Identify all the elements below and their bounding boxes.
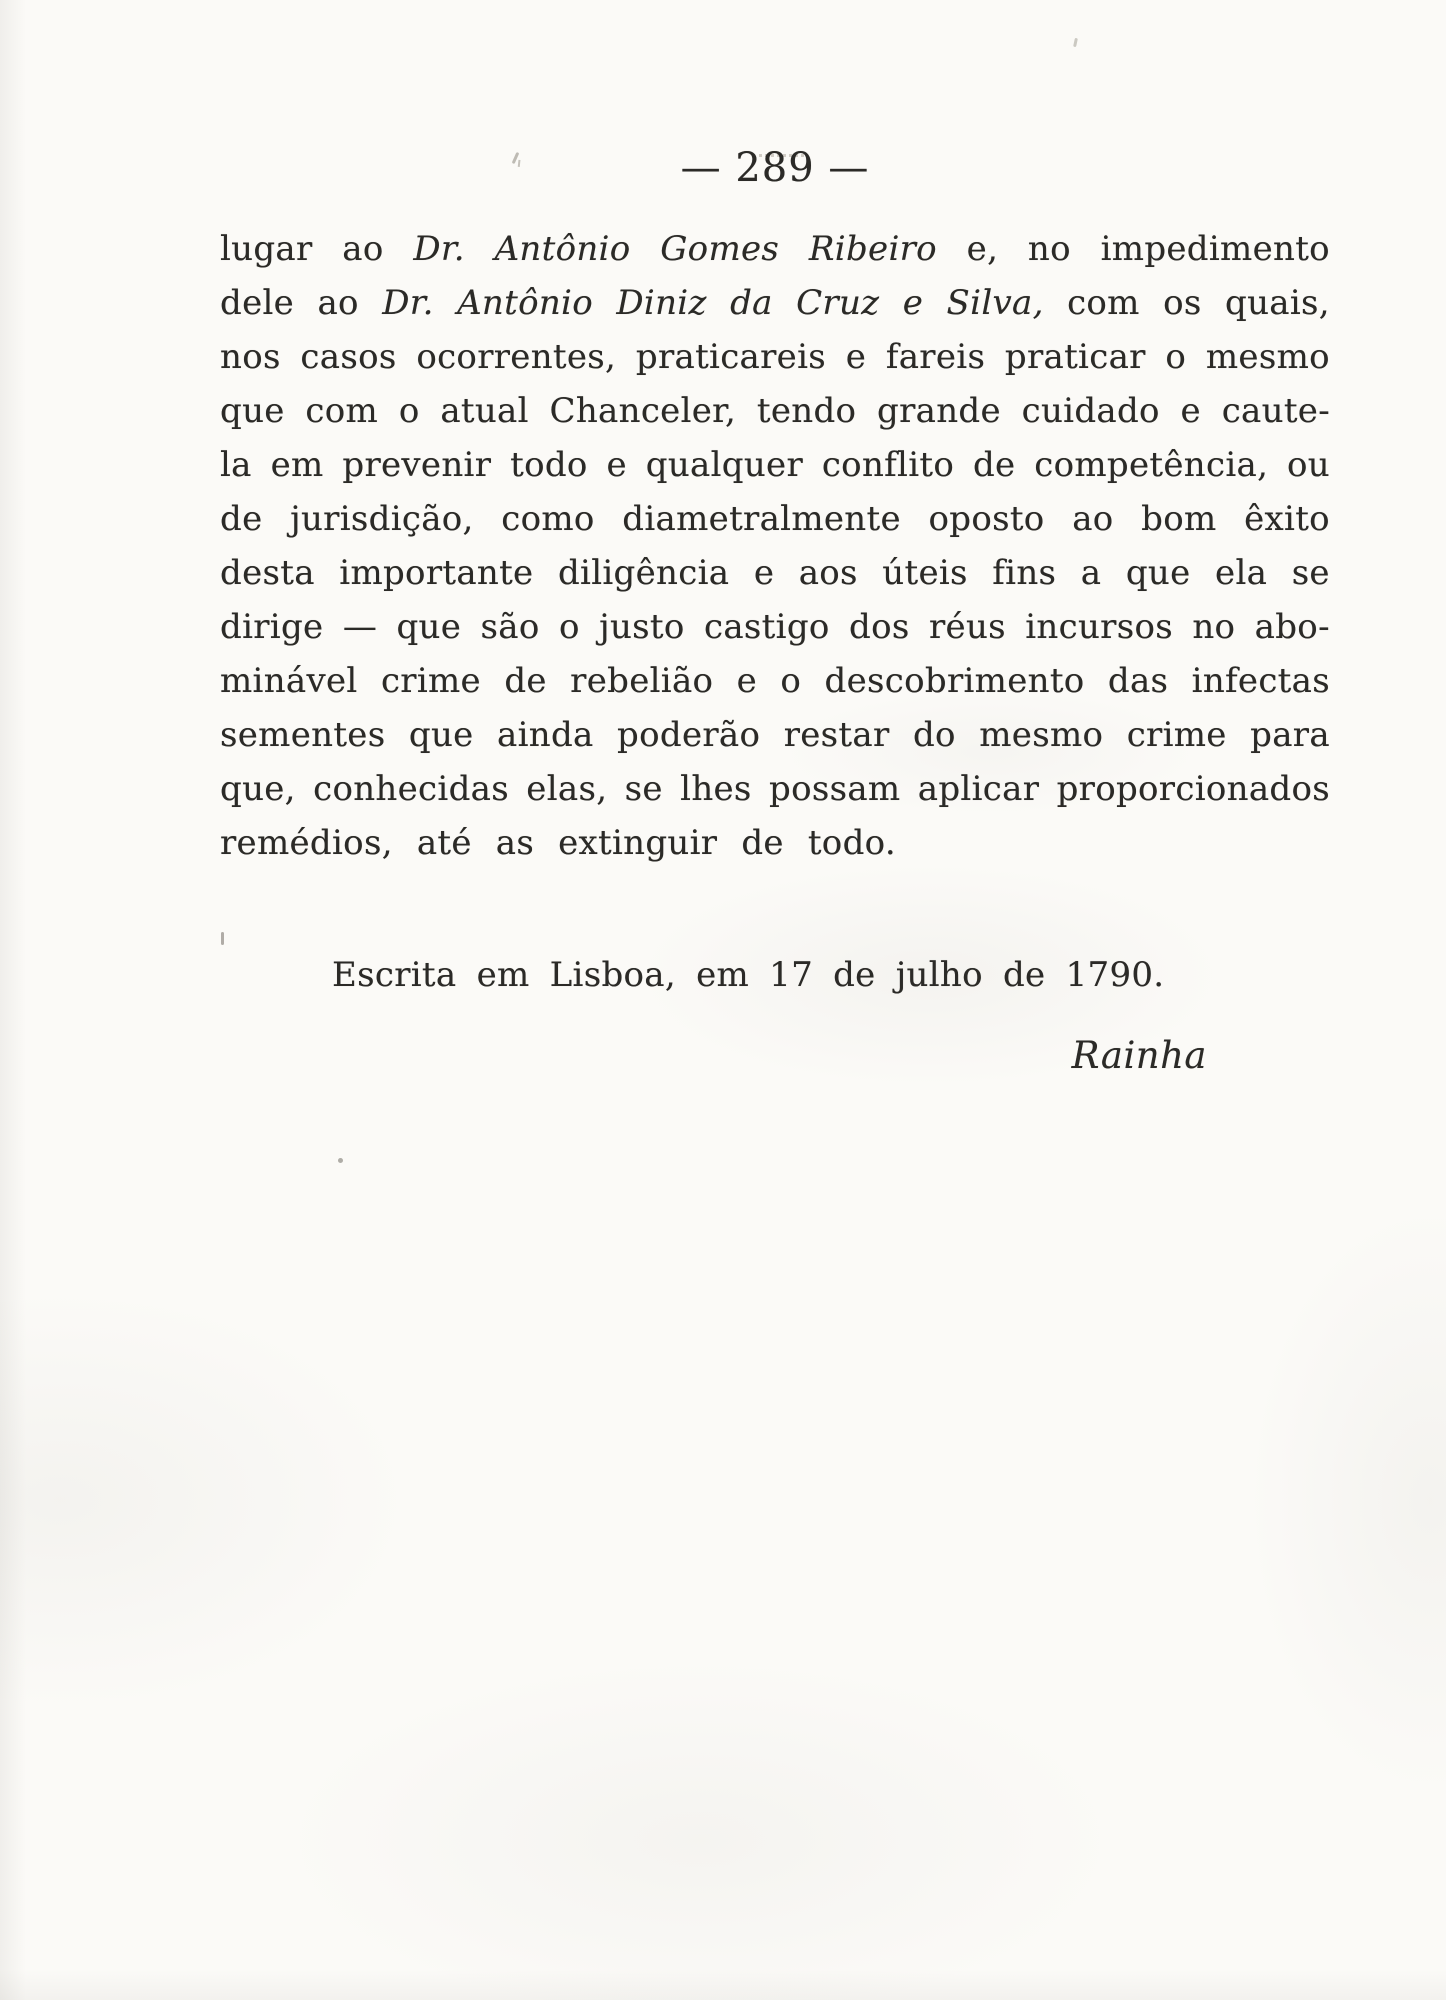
word: crime (380, 661, 481, 701)
word: abo- (1254, 607, 1330, 647)
word: crime (1126, 715, 1227, 755)
word: Silva, (946, 283, 1044, 323)
scan-speck (338, 1158, 343, 1163)
word: no (1027, 229, 1071, 269)
word: casos (300, 337, 397, 377)
word: réus (928, 607, 1006, 647)
word: que (396, 607, 462, 647)
text-line-2 (220, 276, 1330, 330)
word: possam (769, 769, 901, 809)
word: como (501, 499, 595, 539)
word: Diniz (616, 283, 707, 323)
word: Antônio (457, 283, 593, 323)
closing-line: Escrita em Lisboa, em 17 de julho de 1790. (332, 955, 1165, 995)
page-number: — 289 — (680, 145, 870, 191)
word: e (845, 337, 867, 377)
word: todo. (807, 823, 896, 863)
word: prevenir (342, 445, 492, 485)
word: Dr. (382, 283, 434, 323)
main-paragraph (220, 222, 1330, 870)
text-line-5 (220, 438, 1330, 492)
word: Chanceler, (549, 391, 737, 431)
word: e (753, 553, 775, 593)
word: ainda (497, 715, 594, 755)
word: ao (1072, 499, 1114, 539)
word: ela (1215, 553, 1268, 593)
word: os (1163, 283, 1202, 323)
word: lhes (680, 769, 752, 809)
word: o (558, 607, 580, 647)
word: elas, (526, 769, 608, 809)
word: extinguir (558, 823, 718, 863)
word: o (1165, 337, 1187, 377)
word: em (270, 445, 324, 485)
word: ao (317, 283, 359, 323)
word: castigo (704, 607, 830, 647)
text-line-7 (220, 546, 1330, 600)
word: que (220, 391, 285, 431)
word: impedimento (1100, 229, 1330, 269)
word: desta (220, 553, 315, 593)
text-line-8 (220, 600, 1330, 654)
word: todo (510, 445, 588, 485)
word: até (416, 823, 472, 863)
word: infectas (1191, 661, 1330, 701)
word: tendo (756, 391, 857, 431)
word: descobrimento (824, 661, 1085, 701)
word: e (606, 445, 627, 485)
word: caute- (1221, 391, 1330, 431)
word: bom (1141, 499, 1217, 539)
word: com (305, 391, 379, 431)
word: proporcionados (1056, 769, 1330, 809)
text-line-3 (220, 330, 1330, 384)
word: restar (783, 715, 890, 755)
word: e (736, 661, 758, 701)
word: de (220, 499, 263, 539)
word: fins (992, 553, 1057, 593)
word: importante (339, 553, 534, 593)
word: dirige (220, 607, 324, 647)
word: com (1067, 283, 1140, 323)
word: que (1125, 553, 1191, 593)
word: remédios, (220, 823, 393, 863)
word: minável (220, 661, 358, 701)
word: da (730, 283, 773, 323)
word: incursos (1025, 607, 1173, 647)
word: grande (877, 391, 1001, 431)
word: que, (220, 769, 296, 809)
word: cuidado (1021, 391, 1160, 431)
word: nos (220, 337, 281, 377)
word: e, (966, 229, 999, 269)
text-line-6 (220, 492, 1330, 546)
word: fareis (885, 337, 986, 377)
word: o (398, 391, 420, 431)
text-line-1 (220, 222, 1330, 276)
word: para (1250, 715, 1330, 755)
word: das (1107, 661, 1169, 701)
word: diligência (557, 553, 730, 593)
word: Dr. (413, 229, 465, 269)
word: quais, (1225, 283, 1330, 323)
scan-speck (1073, 38, 1078, 47)
word: e (1180, 391, 1201, 431)
word: diametralmente (622, 499, 901, 539)
word: praticar (1004, 337, 1146, 377)
word: as (495, 823, 535, 863)
text-line-4 (220, 384, 1330, 438)
word: — (342, 607, 378, 647)
word: de (741, 823, 784, 863)
word: aplicar (917, 769, 1040, 809)
word: de (972, 445, 1016, 485)
word: no (1192, 607, 1236, 647)
word: competência, (1034, 445, 1269, 485)
word: lugar (220, 229, 313, 269)
word: poderão (617, 715, 761, 755)
word: rebelião (570, 661, 714, 701)
word: se (1291, 553, 1330, 593)
word: Cruz (796, 283, 880, 323)
word: e (902, 283, 924, 323)
text-line-9 (220, 654, 1330, 708)
word: ou (1287, 445, 1330, 485)
word: jurisdição, (290, 499, 474, 539)
word: justo (599, 607, 685, 647)
signature-rainha: Rainha (1071, 1034, 1207, 1077)
word: de (504, 661, 547, 701)
word: são (480, 607, 540, 647)
word: ao (342, 229, 384, 269)
word: se (624, 769, 663, 809)
word: o (780, 661, 802, 701)
word: oposto (928, 499, 1045, 539)
scan-speck (221, 932, 224, 945)
word: ocorrentes, (416, 337, 617, 377)
text-line-12 (220, 816, 1330, 870)
word: dos (849, 607, 910, 647)
word: êxito (1244, 499, 1330, 539)
word: que (408, 715, 474, 755)
word: mesmo (979, 715, 1104, 755)
text-line-11 (220, 762, 1330, 816)
text-line-10 (220, 708, 1330, 762)
word: aos (798, 553, 858, 593)
word: Antônio (494, 229, 631, 269)
word: sementes (220, 715, 386, 755)
word: conhecidas (313, 769, 509, 809)
word: la (220, 445, 252, 485)
word: mesmo (1205, 337, 1330, 377)
word: Gomes (660, 229, 780, 269)
word: do (912, 715, 956, 755)
word: a (1080, 553, 1102, 593)
word: Ribeiro (808, 229, 937, 269)
word: atual (440, 391, 529, 431)
word: úteis (882, 553, 968, 593)
word: qualquer (645, 445, 804, 485)
word: praticareis (635, 337, 827, 377)
word: conflito (821, 445, 955, 485)
word: dele (220, 283, 295, 323)
